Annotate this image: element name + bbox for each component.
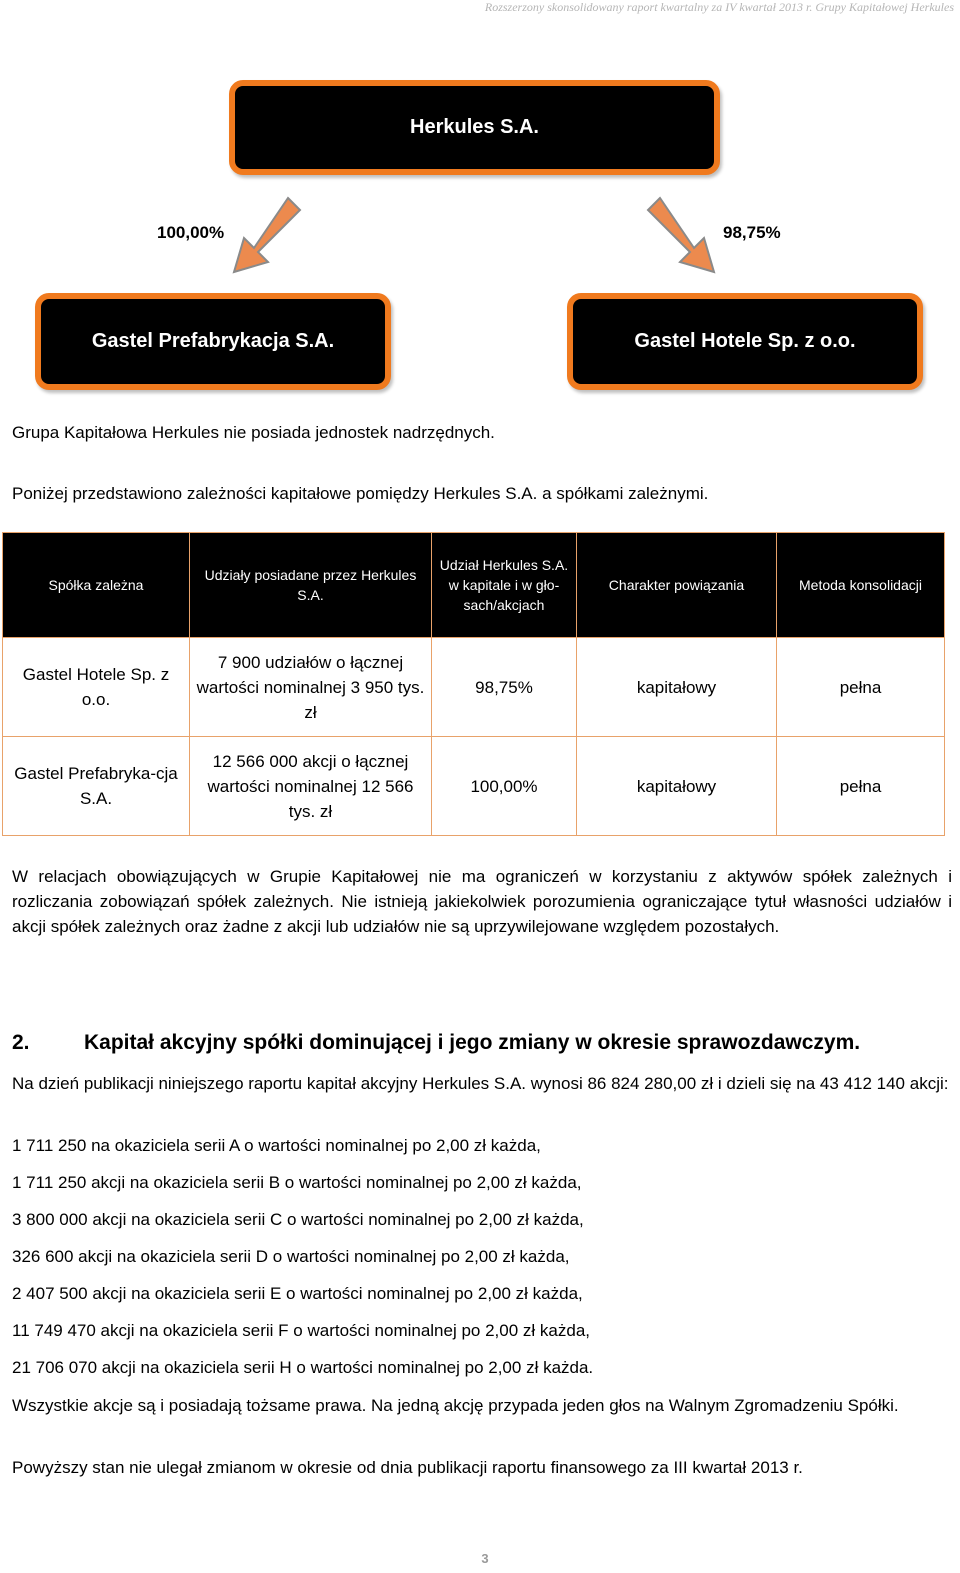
no-change-paragraph: Powyższy stan nie ulegał zmianom w okresie od dnia publikacji raportu finansowego za III kwartał 2013 r. <box>12 1458 803 1477</box>
share-series-e: 2 407 500 akcji na okaziciela serii E o wartości nominalnej po 2,00 zł każda, <box>12 1284 583 1303</box>
cell-ownership-share: 98,75% <box>432 638 577 737</box>
running-header: Rozszerzony skonsolidowany raport kwartalny za IV kwartał 2013 r. Grupy Kapitałowej Herkules <box>484 0 954 14</box>
parent-company-label: Herkules S.A. <box>410 116 539 138</box>
cell-relation-type: kapitałowy <box>577 737 777 836</box>
section-number: 2. <box>12 1031 30 1054</box>
cell-shares-held: 7 900 udziałów o łącznej wartości nominalnej 3 950 tys. zł <box>190 638 432 737</box>
right-child-company-label: Gastel Hotele Sp. z o.o. <box>634 330 856 352</box>
share-series-d: 326 600 akcji na okaziciela serii D o wartości nominalnej po 2,00 zł każda, <box>12 1247 570 1266</box>
cell-relation-type: kapitałowy <box>577 638 777 737</box>
cell-ownership-share: 100,00% <box>432 737 577 836</box>
page-number: 3 <box>481 1551 489 1566</box>
parent-company-box <box>229 80 720 175</box>
cell-shares-held: 12 566 000 akcji o łącznej wartości nominalnej 12 566 tys. zł <box>190 737 432 836</box>
header-ownership-share: Udział Herkules S.A. w kapitale i w gło-sach/akcjach <box>432 533 577 638</box>
header-relation-type: Charakter powiązania <box>577 533 777 638</box>
cell-consolidation-method: pełna <box>777 638 945 737</box>
intro-line-1: Grupa Kapitałowa Herkules nie posiada jednostek nadrzędnych. <box>12 423 495 442</box>
table-row <box>3 638 945 737</box>
header-shares-held: Udziały posiadane przez Herkules S.A. <box>190 533 432 638</box>
share-series-f: 11 749 470 akcji na okaziciela serii F o wartości nominalnej po 2,00 zł każda, <box>12 1321 590 1340</box>
table-row <box>3 737 945 836</box>
share-series-c: 3 800 000 akcji na okaziciela serii C o wartości nominalnej po 2,00 zł każda, <box>12 1210 584 1229</box>
section-heading <box>12 1031 860 1055</box>
cell-subsidiary: Gastel Prefabryka-cja S.A. <box>3 737 190 836</box>
share-capital-intro: Na dzień publikacji niniejszego raportu kapitał akcyjny Herkules S.A. wynosi 86 824 280,00 zł i dzieli się na 43 412 140 akcji: <box>12 1074 949 1093</box>
share-series-h: 21 706 070 akcji na okaziciela serii H o wartości nominalnej po 2,00 zł każda. <box>12 1358 594 1377</box>
header-subsidiary: Spółka zależna <box>3 533 190 638</box>
share-series-a: 1 711 250 na okaziciela serii A o wartości nominalnej po 2,00 zł każda, <box>12 1136 541 1155</box>
section-title: Kapitał akcyjny spółki dominującej i jego zmiany w okresie sprawozdawczym. <box>84 1031 861 1054</box>
arrow-down-left-icon <box>230 196 310 276</box>
left-child-company-box <box>35 293 391 390</box>
header-consolidation-method: Metoda konsolidacji <box>777 533 945 638</box>
cell-subsidiary: Gastel Hotele Sp. z o.o. <box>3 638 190 737</box>
arrow-down-right-icon <box>638 196 718 276</box>
left-child-company-label: Gastel Prefabrykacja S.A. <box>91 330 335 352</box>
share-series-b: 1 711 250 akcji na okaziciela serii B o wartości nominalnej po 2,00 zł każda, <box>12 1173 582 1192</box>
left-share-label: 100,00% <box>157 223 225 242</box>
right-share-label: 98,75% <box>723 223 781 242</box>
right-child-company-box <box>567 293 923 390</box>
cell-consolidation-method: pełna <box>777 737 945 836</box>
intro-line-2: Poniżej przedstawiono zależności kapitałowe pomiędzy Herkules S.A. a spółkami zależnymi. <box>12 484 709 503</box>
voting-rights-paragraph: Wszystkie akcje są i posiadają tożsame prawa. Na jedną akcję przypada jeden głos na Walnym Zgromadzeniu Spółki. <box>12 1396 899 1415</box>
restrictions-paragraph: W relacjach obowiązujących w Grupie Kapitałowej nie ma ograniczeń w korzystaniu z aktywów spółek zależnych i rozliczania zobowiązań spółek zależnych. Nie istnieją jakiekolwiek porozumienia ograniczające tytuł własności udziałów i akcji spółek zależnych oraz żadne z akcji lub udziałów nie są uprzywilejowane względem pozostałych. <box>12 867 952 936</box>
table-header-row <box>3 533 945 638</box>
subsidiaries-table <box>2 532 945 836</box>
